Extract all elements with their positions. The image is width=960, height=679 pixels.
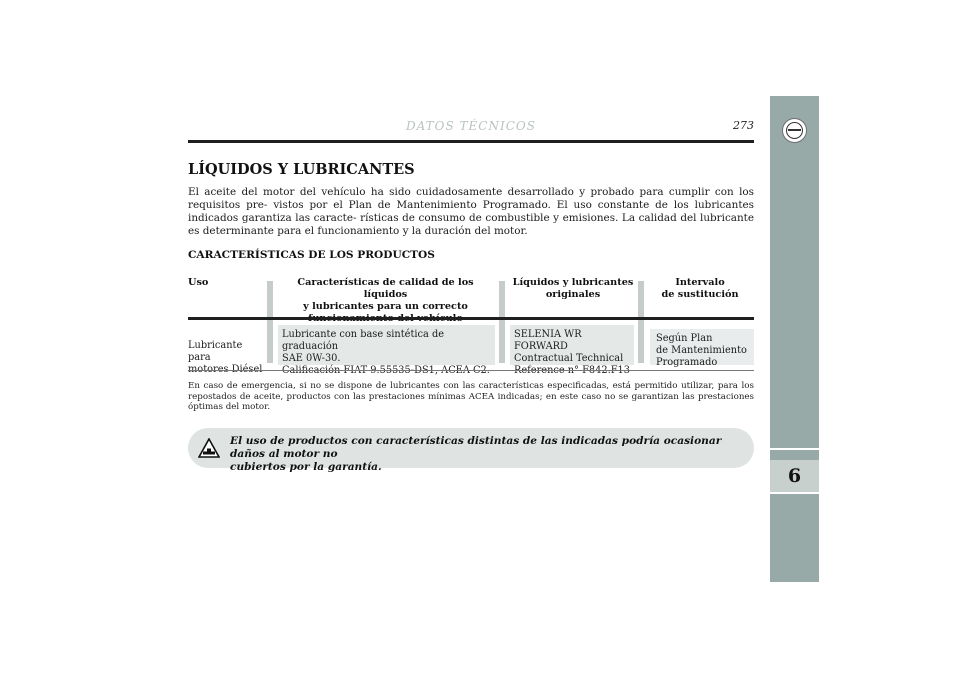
note-line: En caso de emergencia, si no se dispone de lubricantes con las características especificadas, está permitido utilizar, para los repostados (188, 381, 754, 402)
intro-line: duración del motor. (424, 225, 528, 237)
side-tab-divider (770, 448, 819, 450)
intro-line: rísticas de consumo de combustible y emisiones. La calidad del lubricante es determinante para el funcionamiento y la (188, 212, 755, 237)
cell-line: SELENIA WR FORWARD (514, 329, 582, 352)
cell-line: Programado (656, 357, 718, 368)
note-line: de aceite, productos con las prestaciones mínimas ACEA indicadas; en este caso no se garantizan las prestaciones óptimas del motor. (188, 391, 755, 412)
warning-line: El uso de productos con características distintas de las indicadas podría ocasionar daños al motor no (230, 435, 722, 460)
header-rule (188, 140, 754, 143)
cell-line: Según Plan (656, 333, 713, 344)
section-title: LÍQUIDOS Y LUBRICANTES (188, 161, 415, 178)
column-separator (638, 281, 644, 363)
warning-triangle-icon (198, 438, 220, 458)
warning-box (188, 428, 754, 473)
warning-text (230, 435, 740, 474)
table-header-rule (188, 317, 754, 320)
cell-line: Contractual Technical (514, 353, 624, 364)
cell-line: Lubricante para (188, 340, 243, 363)
column-header-liquidos (508, 277, 638, 301)
cell-liquidos (510, 325, 634, 365)
chapter-side-tab (770, 96, 819, 582)
chapter-number: 6 (770, 460, 819, 492)
emergency-note (188, 381, 754, 413)
cell-line (514, 365, 630, 377)
header-line: Líquidos y lubricantes (512, 277, 634, 288)
cell-line: de Mantenimiento (656, 345, 747, 356)
column-header-intervalo (646, 277, 754, 301)
section-name: DATOS TÉCNICOS (406, 119, 536, 133)
table-bottom-rule (188, 370, 754, 371)
header-line: Características de calidad de los líquidos (297, 277, 474, 300)
intro-line: El aceite del motor del vehículo ha sido cuidadosamente desarrollado y probado para cumplir con los requisitos pre- (188, 186, 754, 211)
page-number: 273 (733, 119, 754, 132)
cell-line: SAE 0W-30. (282, 353, 341, 364)
lancia-emblem-icon (782, 118, 807, 143)
side-tab-divider (770, 492, 819, 494)
column-separator (499, 281, 505, 363)
cell-line (282, 365, 491, 377)
warning-line: cubiertos por la garantía. (230, 461, 382, 473)
cell-caracteristicas (278, 325, 495, 365)
cell-intervalo (650, 329, 754, 368)
header-line: Uso (188, 277, 209, 288)
intro-line: vistos por el Plan de Mantenimiento Programado. El uso constante de los lubricantes indicados garantiza las caracte- (188, 199, 754, 224)
column-header-uso (188, 277, 258, 289)
cell-line: Lubricante con base sintética de graduación (282, 329, 445, 352)
subsection-title: CARACTERÍSTICAS DE LOS PRODUCTOS (188, 249, 435, 261)
intro-paragraph (188, 186, 754, 238)
column-separator (267, 281, 273, 363)
running-header (188, 119, 754, 135)
header-line: y lubricantes para un correcto (303, 301, 468, 312)
header-line: de sustitución (661, 289, 739, 300)
header-line: Intervalo (675, 277, 725, 288)
header-line: originales (545, 289, 601, 300)
